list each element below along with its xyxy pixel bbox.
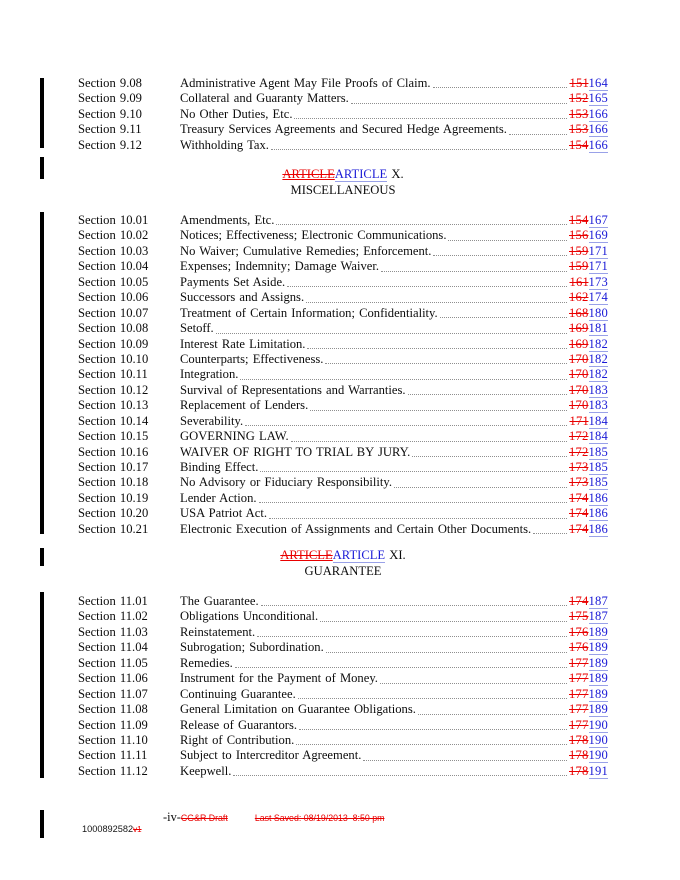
inserted-page-number: 166	[588, 106, 608, 121]
toc-entry-title: Setoff.	[180, 321, 214, 336]
deleted-page-number: 173	[569, 460, 589, 474]
toc-entry-title: No Waiver; Cumulative Remedies; Enforcement.	[180, 243, 432, 258]
toc-entry-title: Obligations Unconditional.	[180, 609, 319, 624]
toc-entry-title: Instrument for the Payment of Money.	[180, 671, 378, 686]
toc-entry-title: Collateral and Guaranty Matters.	[180, 91, 349, 106]
inserted-page-number: 186	[588, 521, 608, 536]
toc-entry-section-number: Section 10.01	[78, 213, 149, 227]
toc-entry-section-number: Section 10.14	[78, 413, 149, 428]
revision-change-bar	[40, 592, 44, 778]
toc-entry-section-number: Section 10.19	[78, 490, 149, 505]
toc-entry-title: Lender Action.	[180, 490, 257, 505]
dot-leader	[233, 775, 567, 776]
toc-entry-title: Remedies.	[180, 655, 233, 670]
toc-entry-section-number: Section 10.05	[78, 274, 149, 289]
toc-entry-section-number: Section 10.15	[78, 429, 149, 444]
toc-entry-page-numbers	[569, 228, 608, 243]
inserted-page-number: 183	[588, 382, 608, 397]
dot-leader	[509, 134, 567, 135]
toc-row	[78, 475, 608, 490]
toc-row	[78, 594, 608, 609]
deleted-page-number: 154	[569, 137, 589, 152]
toc-row	[78, 625, 608, 640]
deleted-page-number: 174	[569, 521, 589, 536]
toc-entry-page-numbers	[569, 76, 608, 91]
toc-entry-title: Subrogation; Subordination.	[180, 640, 324, 655]
footer-document-number-line	[82, 824, 142, 834]
inserted-page-number: 169	[588, 228, 608, 243]
toc-entry-page-numbers	[569, 491, 608, 506]
deleted-page-number: 174	[569, 506, 589, 521]
dot-leader	[307, 348, 567, 349]
toc-entry-section-number: Section 10.06	[78, 290, 149, 305]
deleted-page-number: 161	[569, 274, 589, 289]
deleted-page-number: 169	[569, 336, 589, 351]
deleted-page-number: 170	[569, 398, 589, 413]
inserted-page-number: 185	[588, 475, 608, 490]
toc-row	[78, 522, 608, 537]
toc-row	[78, 383, 608, 398]
toc-entry-page-numbers	[569, 702, 608, 717]
toc-entry-page-numbers	[569, 337, 608, 352]
dot-leader	[380, 683, 567, 684]
toc-row	[78, 491, 608, 506]
dot-leader	[533, 533, 567, 534]
inserted-page-number: 189	[588, 655, 608, 670]
deleted-page-number: 175	[569, 609, 589, 624]
dot-leader	[216, 333, 567, 334]
toc-entry-section-number: Section 10.02	[78, 228, 149, 243]
inserted-page-number: 190	[588, 732, 608, 747]
dot-leader	[433, 87, 568, 88]
toc-entry-section-number: Section 10.07	[78, 305, 149, 320]
toc-entry-title: USA Patriot Act.	[180, 506, 268, 521]
dot-leader	[310, 410, 567, 411]
deleted-page-number: 172	[569, 429, 589, 444]
inserted-page-number: 190	[588, 717, 608, 732]
toc-entry-section-number: Section 10.11	[78, 367, 148, 382]
toc-row	[78, 213, 608, 228]
toc-row	[78, 290, 608, 305]
inserted-page-number: 187	[588, 594, 608, 608]
toc-entry-section-number: Section 11.05	[78, 655, 148, 670]
dot-leader	[306, 302, 567, 303]
inserted-page-number: 182	[588, 351, 608, 366]
toc-entry-title: Interest Rate Limitation.	[180, 336, 306, 351]
dot-leader	[381, 271, 567, 272]
toc-row	[78, 764, 608, 779]
toc-row	[78, 733, 608, 748]
toc-entry-page-numbers	[569, 733, 608, 748]
inserted-article-word: ARTICLE	[332, 548, 386, 562]
dot-leader	[269, 518, 567, 519]
dot-leader	[257, 636, 567, 637]
toc-entry-page-numbers	[569, 275, 608, 290]
toc-entry-title: Survival of Representations and Warranties.	[180, 382, 406, 397]
toc-row	[78, 122, 608, 137]
toc-entry-title: Integration.	[180, 367, 239, 382]
inserted-page-number: 171	[588, 243, 608, 258]
article-x-sections	[78, 213, 608, 537]
toc-row	[78, 107, 608, 122]
toc-row	[78, 445, 608, 460]
article-number: XI.	[385, 548, 406, 562]
inserted-page-number: 173	[588, 274, 608, 289]
toc-entry-title: Withholding Tax.	[180, 137, 269, 152]
toc-entry-section-number: Section 10.03	[78, 243, 149, 258]
toc-row	[78, 460, 608, 475]
toc-entry-section-number: Section 11.06	[78, 671, 148, 686]
deleted-page-number: 174	[569, 594, 589, 608]
toc-entry-title: Release of Guarantors.	[180, 717, 298, 732]
inserted-page-number: 191	[588, 763, 608, 778]
toc-entry-section-number: Section 9.10	[78, 106, 142, 121]
toc-entry-section-number: Section 9.08	[78, 76, 142, 90]
toc-entry-page-numbers	[569, 748, 608, 763]
dot-leader	[412, 456, 567, 457]
toc-row	[78, 138, 608, 153]
heading-article-xi	[78, 548, 608, 579]
toc-row	[78, 228, 608, 243]
toc-entry-page-numbers	[569, 91, 608, 106]
article-ix-sections	[78, 76, 608, 153]
toc-row	[78, 321, 608, 336]
toc-entry-title: Subject to Intercreditor Agreement.	[180, 748, 362, 763]
dot-leader	[298, 698, 567, 699]
toc-row	[78, 337, 608, 352]
inserted-page-number: 165	[588, 91, 608, 106]
toc-entry-title: Amendments, Etc.	[180, 213, 275, 227]
toc-entry-page-numbers	[569, 522, 608, 537]
toc-entry-section-number: Section 10.13	[78, 398, 149, 413]
deleted-page-number: 152	[569, 91, 589, 106]
footer-deleted-version: v1	[133, 825, 142, 834]
deleted-page-number: 176	[569, 624, 589, 639]
article-xi-sections	[78, 594, 608, 779]
toc-row	[78, 702, 608, 717]
toc-entry-page-numbers	[569, 398, 608, 413]
toc-entry-page-numbers	[569, 687, 608, 702]
toc-row	[78, 352, 608, 367]
toc-row	[78, 91, 608, 106]
deleted-page-number: 156	[569, 228, 589, 243]
footer-page-number: -iv-	[163, 810, 181, 824]
dot-leader	[326, 652, 567, 653]
toc-entry-section-number: Section 9.09	[78, 91, 142, 106]
deleted-page-number: 170	[569, 382, 589, 397]
inserted-page-number: 184	[588, 413, 608, 428]
toc-entry-title: No Other Duties, Etc.	[180, 106, 293, 121]
dot-leader	[394, 487, 567, 488]
dot-leader	[261, 605, 567, 606]
dot-leader	[287, 286, 567, 287]
toc-entry-page-numbers	[569, 213, 608, 228]
toc-row	[78, 259, 608, 274]
toc-entry-page-numbers	[569, 656, 608, 671]
inserted-page-number: 166	[588, 122, 608, 137]
toc-entry-section-number: Section 9.11	[78, 122, 142, 137]
inserted-page-number: 182	[588, 367, 608, 382]
toc-entry-section-number: Section 10.10	[78, 351, 149, 366]
deleted-page-number: 170	[569, 351, 589, 366]
deleted-page-number: 177	[569, 717, 589, 732]
toc-entry-title: Right of Contribution.	[180, 732, 295, 747]
toc-row	[78, 398, 608, 413]
article-subtitle: GUARANTEE	[304, 563, 382, 578]
article-number: X.	[387, 167, 404, 181]
inserted-page-number: 182	[588, 336, 608, 351]
toc-entry-page-numbers	[569, 244, 608, 259]
deleted-page-number: 177	[569, 655, 589, 670]
deleted-page-number: 159	[569, 243, 589, 258]
dot-leader	[433, 255, 567, 256]
deleted-page-number: 177	[569, 686, 589, 701]
inserted-page-number: 187	[588, 609, 608, 624]
toc-entry-title: Reinstatement.	[180, 624, 256, 639]
dot-leader	[291, 441, 567, 442]
deleted-page-number: 177	[569, 671, 589, 686]
deleted-page-number: 169	[569, 321, 589, 336]
toc-entry-page-numbers	[569, 671, 608, 686]
toc-entry-section-number: Section 10.16	[78, 444, 149, 459]
toc-entry-title: WAIVER OF RIGHT TO TRIAL BY JURY.	[180, 444, 411, 459]
toc-row	[78, 367, 608, 382]
toc-entry-section-number: Section 11.09	[78, 717, 148, 732]
inserted-page-number: 186	[588, 506, 608, 521]
inserted-page-number: 180	[588, 305, 608, 320]
toc-entry-page-numbers	[569, 383, 608, 398]
toc-entry-title: The Guarantee.	[180, 594, 259, 608]
toc-entry-page-numbers	[569, 352, 608, 367]
toc-row	[78, 306, 608, 321]
deleted-page-number: 153	[569, 106, 589, 121]
deleted-page-number: 159	[569, 259, 589, 274]
inserted-page-number: 184	[588, 429, 608, 444]
dot-leader	[408, 394, 567, 395]
dot-leader	[320, 621, 567, 622]
toc-entry-section-number: Section 10.04	[78, 259, 149, 274]
inserted-page-number: 185	[588, 460, 608, 474]
deleted-page-number: 177	[569, 702, 589, 717]
toc-row	[78, 76, 608, 91]
toc-entry-page-numbers	[569, 718, 608, 733]
toc-entry-section-number: Section 10.20	[78, 506, 149, 521]
toc-entry-page-numbers	[569, 625, 608, 640]
dot-leader	[448, 240, 567, 241]
toc-row	[78, 275, 608, 290]
toc-entry-page-numbers	[569, 506, 608, 521]
inserted-page-number: 183	[588, 398, 608, 413]
inserted-page-number: 164	[588, 76, 608, 90]
toc-entry-section-number: Section 11.03	[78, 624, 148, 639]
deleted-page-number: 154	[569, 213, 589, 227]
dot-leader	[363, 760, 567, 761]
toc-entry-section-number: Section 11.07	[78, 686, 148, 701]
inserted-page-number: 189	[588, 624, 608, 639]
toc-entry-title: Binding Effect.	[180, 460, 259, 474]
dot-leader	[240, 379, 567, 380]
deleted-page-number: 174	[569, 490, 589, 505]
toc-entry-page-numbers	[569, 138, 608, 153]
toc-entry-title: Replacement of Lenders.	[180, 398, 309, 413]
toc-entry-section-number: Section 11.01	[78, 594, 148, 608]
inserted-page-number: 167	[588, 213, 608, 227]
article-heading-line	[78, 548, 608, 564]
toc-entry-title: Keepwell.	[180, 763, 232, 778]
dot-leader	[271, 149, 567, 150]
toc-row	[78, 506, 608, 521]
footer-center-line	[163, 810, 384, 825]
toc-entry-title: Counterparts; Effectiveness.	[180, 351, 324, 366]
inserted-page-number: 190	[588, 748, 608, 763]
inserted-page-number: 185	[588, 444, 608, 459]
toc-entry-title: Expenses; Indemnity; Damage Waiver.	[180, 259, 380, 274]
dot-leader	[351, 103, 567, 104]
toc-row	[78, 656, 608, 671]
toc-entry-title: No Advisory or Fiduciary Responsibility.	[180, 475, 393, 490]
toc-row	[78, 429, 608, 444]
revision-change-bar	[40, 78, 44, 148]
toc-row	[78, 640, 608, 655]
toc-entry-title: Notices; Effectiveness; Electronic Communications.	[180, 228, 447, 243]
toc-entry-section-number: Section 11.02	[78, 609, 148, 624]
toc-entry-page-numbers	[569, 429, 608, 444]
toc-entry-title: GOVERNING LAW.	[180, 429, 289, 444]
toc-entry-page-numbers	[569, 460, 608, 475]
inserted-page-number: 181	[588, 321, 608, 336]
toc-entry-title: Electronic Execution of Assignments and Certain Other Documents.	[180, 521, 532, 536]
deleted-page-number: 171	[569, 413, 589, 428]
toc-entry-section-number: Section 10.08	[78, 321, 149, 336]
dot-leader	[276, 224, 567, 225]
toc-entry-page-numbers	[569, 640, 608, 655]
toc-entry-title: Successors and Assigns.	[180, 290, 305, 305]
toc-row	[78, 244, 608, 259]
deleted-page-number: 176	[569, 640, 589, 655]
dot-leader	[260, 471, 567, 472]
footer-deleted-draft-label: CG&R Draft	[180, 813, 228, 823]
toc-entry-page-numbers	[569, 321, 608, 336]
dot-leader	[296, 744, 567, 745]
toc-entry-page-numbers	[569, 290, 608, 305]
toc-entry-section-number: Section 10.21	[78, 521, 149, 536]
deleted-page-number: 173	[569, 475, 589, 490]
toc-entry-page-numbers	[569, 259, 608, 274]
deleted-page-number: 178	[569, 748, 589, 763]
deleted-page-number: 178	[569, 732, 589, 747]
toc-entry-title: Payments Set Aside.	[180, 274, 286, 289]
deleted-page-number: 153	[569, 122, 589, 137]
deleted-page-number: 151	[569, 76, 589, 90]
footer-document-number: 1000892582	[82, 824, 134, 834]
inserted-page-number: 189	[588, 702, 608, 717]
inserted-page-number: 166	[588, 137, 608, 152]
toc-entry-title: Severability.	[180, 413, 244, 428]
inserted-page-number: 189	[588, 671, 608, 686]
toc-entry-section-number: Section 11.04	[78, 640, 148, 655]
toc-entry-section-number: Section 10.17	[78, 460, 149, 474]
toc-entry-title: Treatment of Certain Information; Confidentiality.	[180, 305, 438, 320]
toc-entry-page-numbers	[569, 475, 608, 490]
deleted-page-number: 168	[569, 305, 589, 320]
toc-entry-title: Treasury Services Agreements and Secured Hedge Agreements.	[180, 122, 507, 137]
toc-entry-section-number: Section 10.09	[78, 336, 149, 351]
revision-change-bar	[40, 548, 44, 566]
heading-article-x	[78, 167, 608, 198]
toc-entry-page-numbers	[569, 107, 608, 122]
toc-entry-section-number: Section 10.12	[78, 382, 149, 397]
deleted-article-word: ARTICLE	[282, 167, 335, 181]
deleted-article-word: ARTICLE	[280, 548, 333, 562]
dot-leader	[325, 363, 567, 364]
revision-change-bar	[40, 212, 44, 534]
toc-entry-page-numbers	[569, 122, 608, 137]
deleted-page-number: 162	[569, 290, 589, 305]
dot-leader	[299, 729, 567, 730]
toc-row	[78, 414, 608, 429]
toc-row	[78, 671, 608, 686]
toc-entry-page-numbers	[569, 306, 608, 321]
dot-leader	[418, 714, 567, 715]
inserted-page-number: 186	[588, 490, 608, 505]
revision-change-bar	[40, 810, 44, 838]
toc-row	[78, 609, 608, 624]
deleted-page-number: 172	[569, 444, 589, 459]
deleted-page-number: 178	[569, 763, 589, 778]
toc-entry-page-numbers	[569, 445, 608, 460]
dot-leader	[259, 502, 567, 503]
toc-entry-page-numbers	[569, 594, 608, 609]
inserted-page-number: 189	[588, 640, 608, 655]
toc-entry-section-number: Section 11.11	[78, 748, 148, 763]
article-heading-line	[78, 167, 608, 183]
inserted-page-number: 189	[588, 686, 608, 701]
toc-entry-page-numbers	[569, 609, 608, 624]
inserted-page-number: 174	[588, 290, 608, 305]
toc-entry-page-numbers	[569, 764, 608, 779]
toc-entry-title: Continuing Guarantee.	[180, 686, 296, 701]
inserted-article-word: ARTICLE	[334, 167, 388, 181]
toc-entry-section-number: Section 11.08	[78, 702, 148, 717]
deleted-page-number: 170	[569, 367, 589, 382]
toc-row	[78, 748, 608, 763]
footer-deleted-last-saved: Last Saved: 08/19/2013 8:50 pm	[254, 813, 385, 823]
dot-leader	[245, 425, 567, 426]
toc-entry-title: General Limitation on Guarantee Obligations.	[180, 702, 416, 717]
toc-entry-section-number: Section 9.12	[78, 137, 142, 152]
toc-entry-section-number: Section 11.12	[78, 763, 148, 778]
toc-entry-page-numbers	[569, 414, 608, 429]
dot-leader	[294, 118, 567, 119]
article-subtitle: MISCELLANEOUS	[290, 182, 396, 197]
dot-leader	[235, 667, 567, 668]
toc-entry-section-number: Section 10.18	[78, 475, 149, 490]
toc-entry-section-number: Section 11.10	[78, 732, 148, 747]
inserted-page-number: 171	[588, 259, 608, 274]
revision-change-bar	[40, 157, 44, 179]
dot-leader	[440, 317, 567, 318]
toc-entry-title: Administrative Agent May File Proofs of Claim.	[180, 76, 431, 90]
toc-row	[78, 718, 608, 733]
toc-entry-page-numbers	[569, 367, 608, 382]
toc-row	[78, 687, 608, 702]
